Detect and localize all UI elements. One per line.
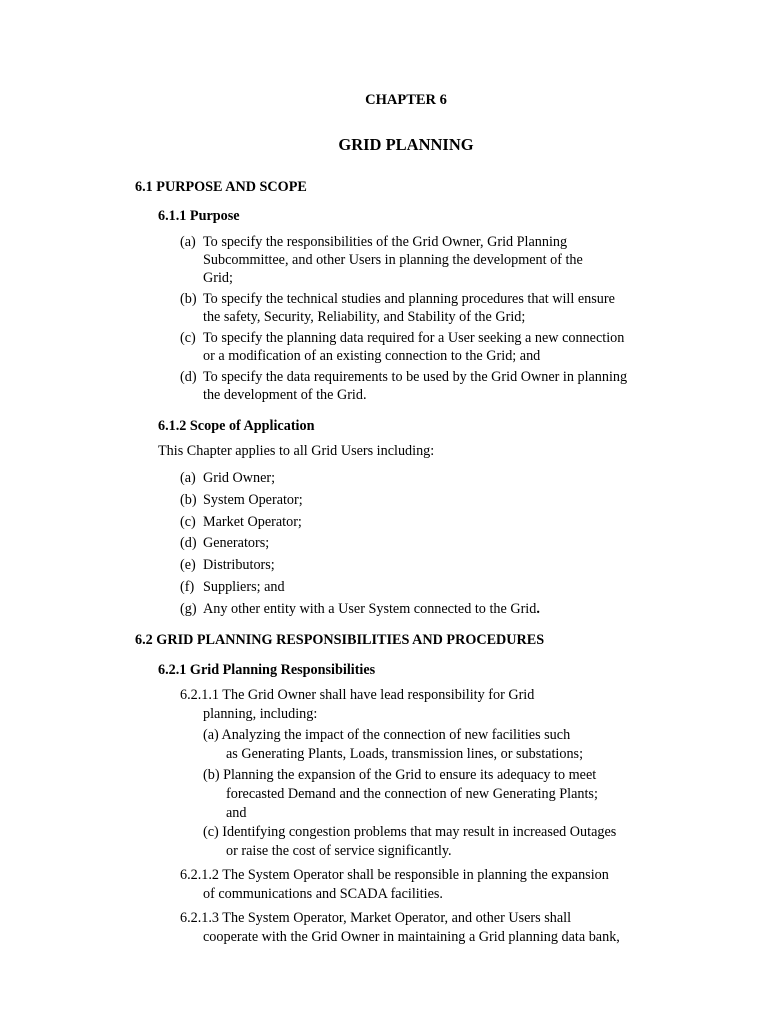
clause-first-line: 6.2.1.2 The System Operator shall be responsible in planning the expansion [180,867,609,883]
clause-6-2-1-1-item-c [203,823,616,861]
section-heading-6-2: 6.2 GRID PLANNING RESPONSIBILITIES AND PROCEDURES [135,632,545,648]
clause-6-2-1-1 [180,686,534,724]
list-item-text [203,290,627,326]
sublist-continuation: as Generating Plants, Loads, transmission lines, or substations; [226,745,584,762]
text-line: the development of the Grid. [203,387,367,403]
list-item-text: Grid Owner; [203,470,276,486]
sublist-first-line: (a) Analyzing the impact of the connection of new facilities such [203,727,571,743]
list-item [180,468,540,490]
scope-intro: This Chapter applies to all Grid Users including: [158,443,435,459]
list-item [180,233,627,287]
list-item [180,329,627,365]
list-marker: (c) [180,513,196,530]
chapter-title: GRID PLANNING [338,135,474,154]
list-marker: (d) [180,535,197,552]
list-item-text [203,329,627,365]
clause-continuation: cooperate with the Grid Owner in maintaining a Grid planning data bank, [203,928,620,945]
list-marker: (e) [180,557,196,574]
list-item-text [203,233,627,287]
list-item-text-body: Any other entity with a User System connected to the Grid [203,600,537,617]
list-item-period: . [536,600,540,617]
subsection-heading-6-1-1: 6.1.1 Purpose [158,208,240,224]
clause-6-2-1-2 [180,866,609,904]
text-line: To specify the data requirements to be used by the Grid Owner in planning [203,369,628,385]
list-marker: (a) [180,470,196,486]
list-marker: (b) [180,491,197,508]
list-marker: (a) [180,234,196,250]
list-item [180,577,540,599]
list-marker: (g) [180,600,197,617]
list-item [180,599,540,621]
clause-continuation: of communications and SCADA facilities. [203,885,443,902]
section-heading-6-1: 6.1 PURPOSE AND SCOPE [135,179,307,195]
sublist-continuation: forecasted Demand and the connection of new Generating Plants; [226,785,598,802]
sublist-continuation: and [226,804,247,821]
text-line: To specify the planning data required for a User seeking a new connection [203,330,625,346]
clause-6-2-1-3 [180,909,620,947]
list-item [180,368,627,404]
clause-6-2-1-1-item-a [203,726,583,764]
text-line: Grid; [203,270,233,286]
list-item [180,533,540,555]
list-item [180,512,540,534]
list-marker: (f) [180,578,195,595]
scope-list [180,468,540,621]
list-item-text [203,599,540,621]
list-item-text [203,368,627,404]
text-line: To specify the responsibilities of the Grid Owner, Grid Planning [203,234,568,250]
clause-first-line: 6.2.1.3 The System Operator, Market Operator, and other Users shall [180,910,572,926]
text-line: Subcommittee, and other Users in planning the development of the [203,252,583,268]
subsection-heading-6-2-1: 6.2.1 Grid Planning Responsibilities [158,662,376,678]
purpose-list [180,233,627,404]
list-marker: (d) [180,369,197,385]
text-line: the safety, Security, Reliability, and Stability of the Grid; [203,309,526,325]
clause-continuation: planning, including: [203,705,318,722]
sublist-first-line: (b) Planning the expansion of the Grid to ensure its adequacy to meet [203,767,597,783]
list-marker: (b) [180,291,197,307]
text-line: To specify the technical studies and planning procedures that will ensure [203,291,615,307]
chapter-number: CHAPTER 6 [365,92,447,108]
text-line: or a modification of an existing connection to the Grid; and [203,348,541,364]
clause-6-2-1-1-item-b [203,766,598,822]
list-item [180,555,540,577]
list-item [180,490,540,512]
list-marker: (c) [180,330,196,346]
sublist-continuation: or raise the cost of service significantly. [226,842,452,859]
list-item-text: Suppliers; and [203,578,285,595]
sublist-first-line: (c) Identifying congestion problems that may result in increased Outages [203,824,617,840]
list-item-text: System Operator; [203,491,303,508]
clause-first-line: 6.2.1.1 The Grid Owner shall have lead responsibility for Grid [180,687,535,703]
list-item [180,290,627,326]
list-item-text: Distributors; [203,557,275,574]
list-item-text: Generators; [203,535,270,552]
subsection-heading-6-1-2: 6.1.2 Scope of Application [158,418,315,434]
list-item-text: Market Operator; [203,513,302,530]
